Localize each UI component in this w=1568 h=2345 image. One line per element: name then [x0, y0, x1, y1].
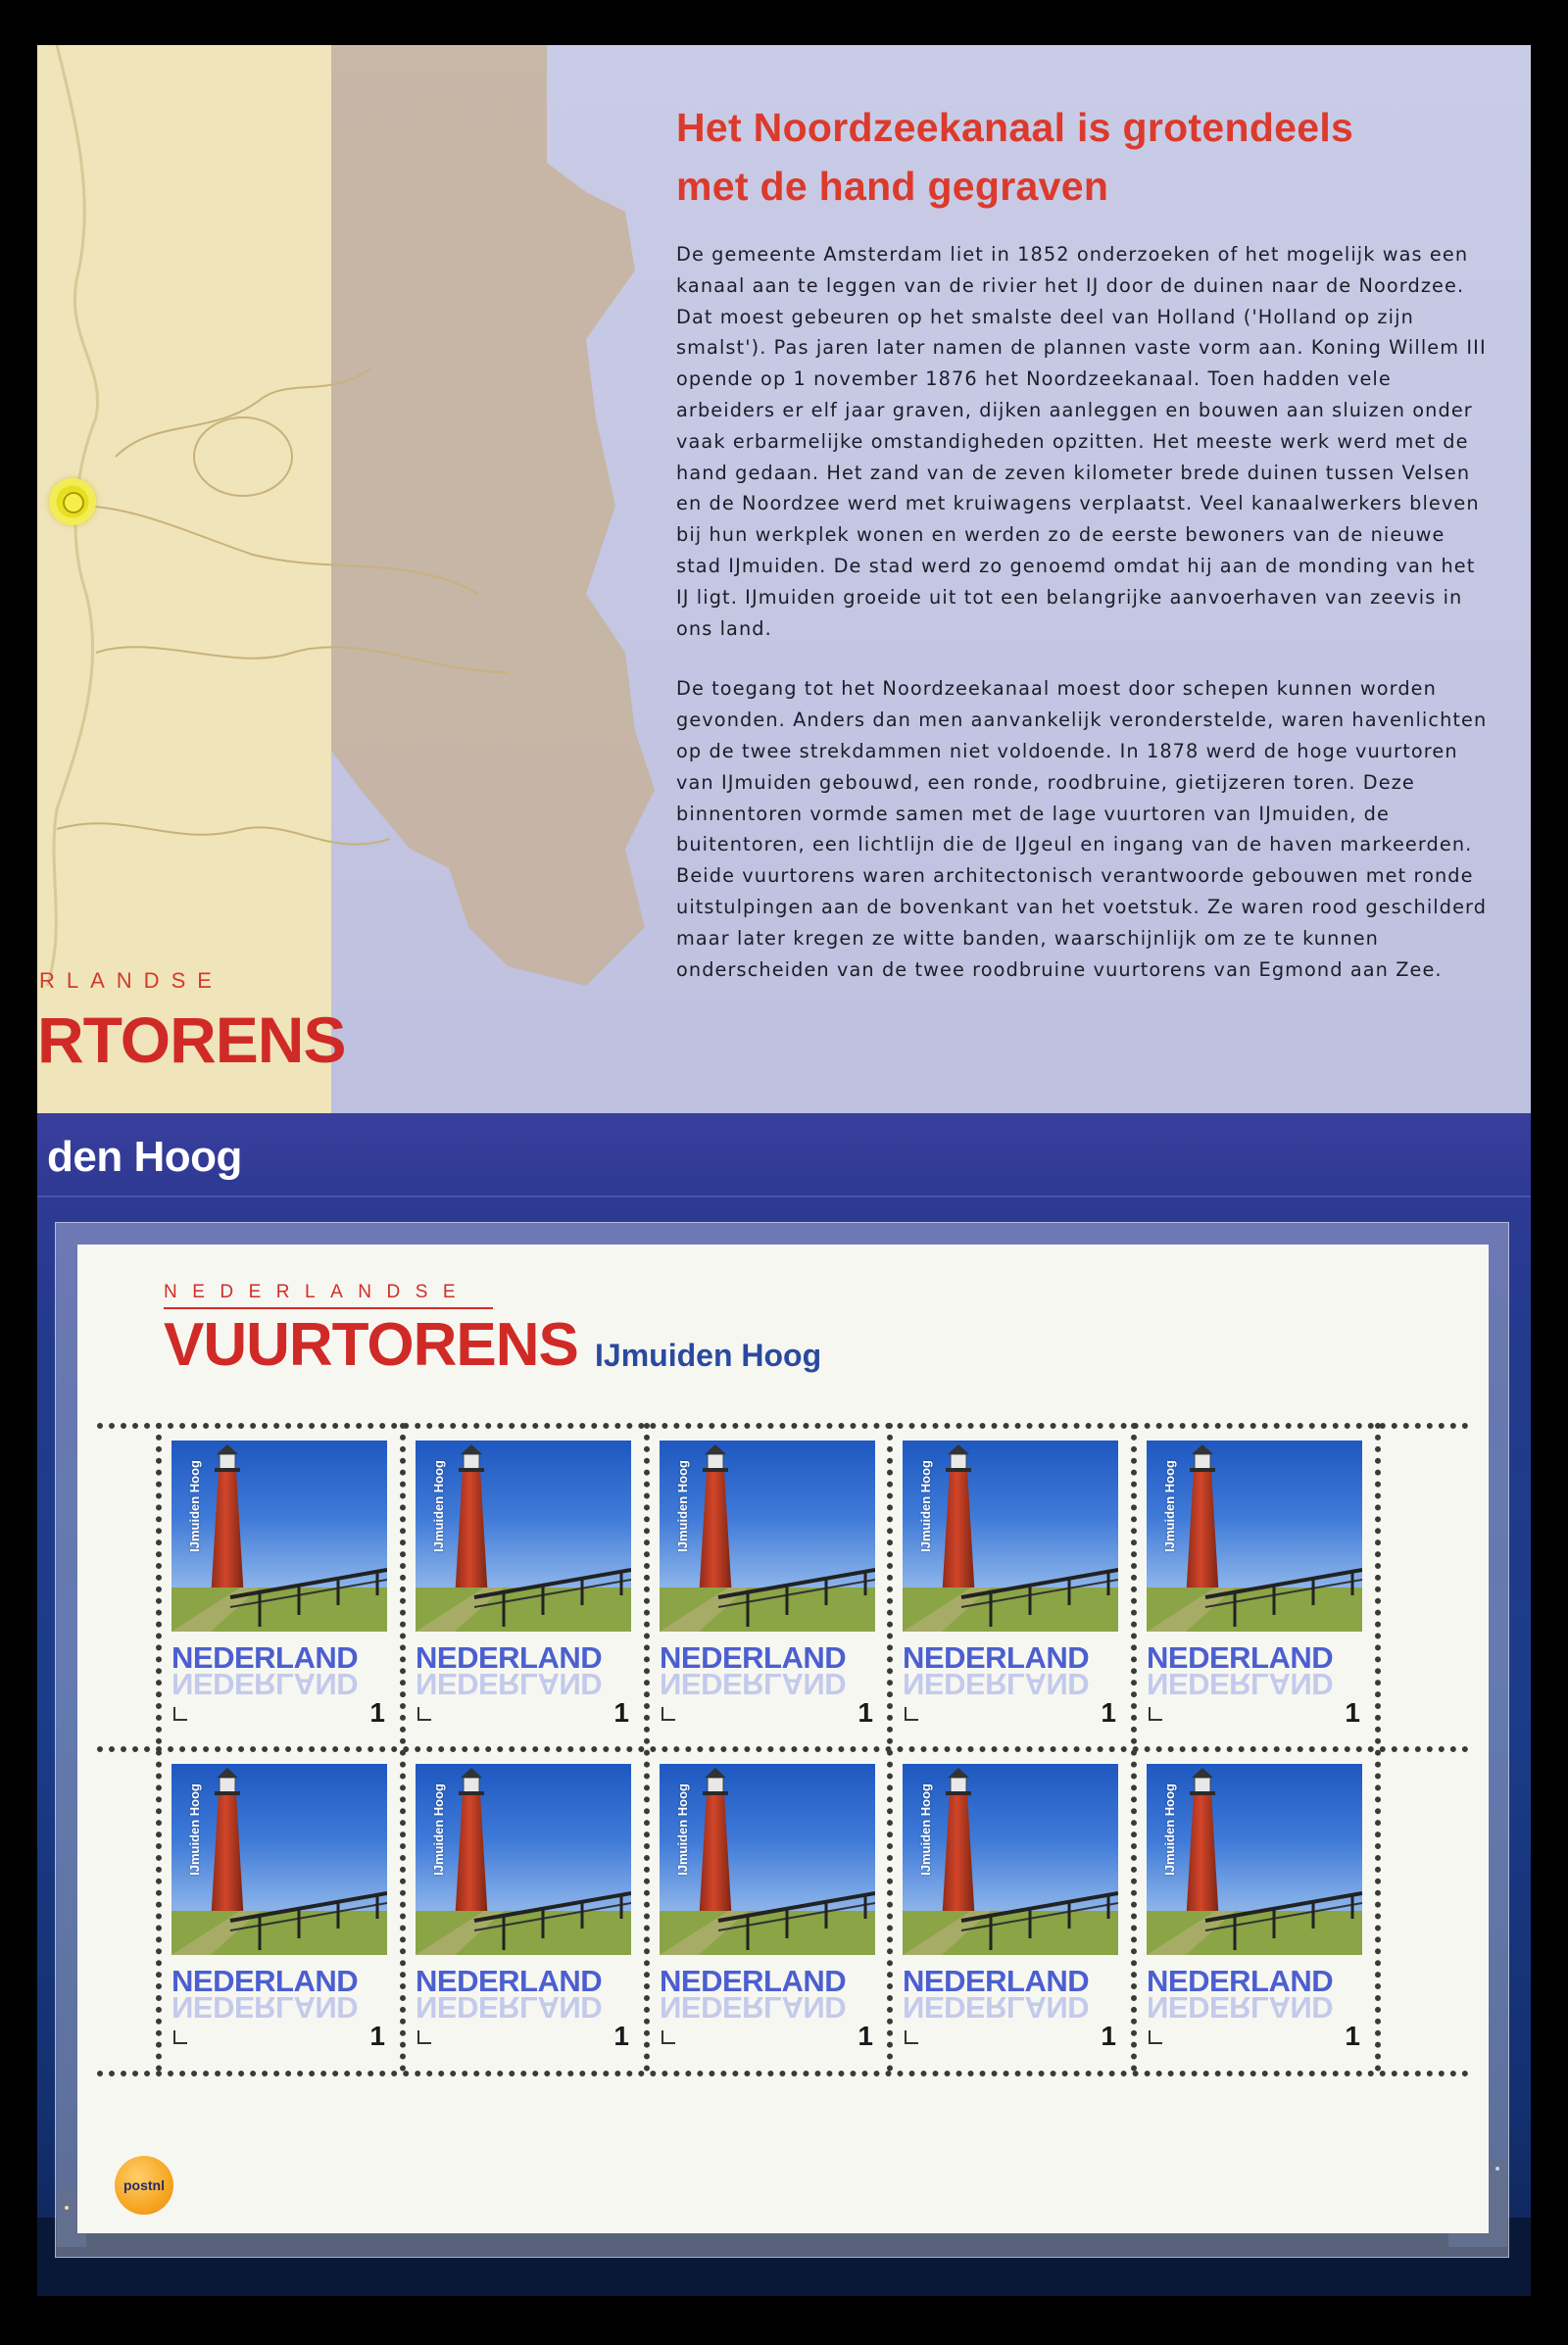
stamp-country-mirror: NEDERLAND [172, 1667, 359, 1701]
lighthouse-icon [172, 1764, 387, 1955]
stamp-country: NEDERLAND [416, 1640, 603, 1675]
heading-line-2: met de hand gegraven [676, 164, 1109, 209]
location-marker-icon [49, 478, 96, 525]
stamp-value: 1 [1345, 1697, 1360, 1728]
stamp-photo [172, 1764, 387, 1955]
stamp-label: IJmuiden Hoog [1162, 1783, 1177, 1876]
stamp [648, 1427, 887, 1731]
stamp-country-mirror: NEDERLAND [416, 1667, 603, 1701]
stamp-label: IJmuiden Hoog [918, 1460, 933, 1552]
postnl-logo-icon: postnl [115, 2156, 173, 2215]
stamp-label: IJmuiden Hoog [918, 1783, 933, 1876]
stamp-country-mirror: NEDERLAND [903, 1667, 1090, 1701]
lighthouse-icon [1147, 1764, 1362, 1955]
sheet-logo-small: NEDERLANDSE [164, 1282, 471, 1302]
stamp-country: NEDERLAND [1147, 1640, 1334, 1675]
stamp-label: IJmuiden Hoog [675, 1460, 690, 1552]
stamp-country: NEDERLAND [903, 1964, 1090, 1998]
stamp-value: 1 [1101, 2021, 1116, 2051]
stamp-country-mirror: NEDERLAND [660, 1990, 847, 2025]
lighthouse-icon [1147, 1441, 1362, 1632]
lighthouse-icon [660, 1441, 875, 1632]
stamp-photo [660, 1441, 875, 1632]
stamp-corner-mark [662, 2030, 675, 2044]
stamp-country: NEDERLAND [416, 1964, 603, 1998]
stamp-country-mirror: NEDERLAND [172, 1990, 359, 2025]
stamp-country-mirror: NEDERLAND [1147, 1990, 1334, 2025]
stamp-value: 1 [858, 1697, 873, 1728]
stamp-label: IJmuiden Hoog [431, 1783, 446, 1876]
stamp-country: NEDERLAND [660, 1640, 847, 1675]
map-netherlands [37, 45, 346, 1113]
stamp [891, 1427, 1130, 1731]
band-title: den Hoog [47, 1133, 242, 1181]
stamp-photo [172, 1441, 387, 1632]
band-divider [37, 1196, 1531, 1197]
stamp-sheet [77, 1245, 1489, 2233]
stamp-label: IJmuiden Hoog [187, 1460, 202, 1552]
panel-logo-big: RTORENS [37, 1003, 346, 1076]
stamp-country: NEDERLAND [172, 1640, 359, 1675]
stamp-photo [660, 1764, 875, 1955]
stamp-photo [416, 1764, 631, 1955]
stamp-country-mirror: NEDERLAND [660, 1667, 847, 1701]
stamp-corner-mark [1149, 1707, 1162, 1721]
stamp-country: NEDERLAND [1147, 1964, 1334, 1998]
stamp [404, 1427, 643, 1731]
stamp-value: 1 [613, 2021, 629, 2051]
sheet-logo-big: VUURTORENS [164, 1311, 578, 1379]
stamp-label: IJmuiden Hoog [675, 1783, 690, 1876]
stamp-photo [1147, 1441, 1362, 1632]
stamp [648, 1750, 887, 2054]
stamp-country: NEDERLAND [903, 1640, 1090, 1675]
panel-logo-small: RLANDSE [39, 968, 223, 993]
perforation-col-5 [1375, 1423, 1381, 2072]
article-paragraph-1: De gemeente Amsterdam liet in 1852 onderzoeken of het mogelijk was een kanaal aan te leggen van de rivier het IJ door de duinen naar de Noordzee. Dat moest gebeuren op het smalste deel van Holland ('Holland op zijn smalst'). Pas jaren later namen de plannen vaste vorm aan. Koning Willem III opende op 1 november 1876 het Noordzeekanaal. Toen hadden vele arbeiders er elf jaar graven, dijken aanleggen en bouwen aan sluizen onder vaak erbarmelijke omstandigheden opzitten. Het meeste werk werd met de hand gedaan. Het zand van de zeven kilometer brede duinen tussen Velsen en de Noordzee werd met kruiwagens verplaatst. Veel kanaalwerkers bleven bij hun werkplek wonen en werden zo de eerste bewoners van de nieuwe stad IJmuiden. De stad werd zo genoemd omdat hij aan de monding van het IJ ligt. IJmuiden groeide uit tot een belangrijke aanvoerhaven van zeevis in ons land. [676, 243, 1487, 640]
article-paragraph-2: De toegang tot het Noordzeekanaal moest door schepen kunnen worden gevonden. Anders dan men aanvankelijk veronderstelde, waren havenlichten op de twee strekdammen niet voldoende. In 1878 werd de hoge vuurtoren van IJmuiden gebouwd, een ronde, roodbruine, gietijzeren toren. Deze binnentoren vormde samen met de lage vuurtoren van IJmuiden, de buitentoren, een lichtlijn die de IJgeul en ingang van de haven markeerden. Beide vuurtorens waren architectonisch verantwoorde gebouwen met ronde uitstulpingen aan de bovenkant van het voetstuk. Ze waren rood geschilderd maar later kregen ze witte banden, waarschijnlijk om ze te kunnen onderscheiden van de twee roodbruine vuurtorens van Egmond aan Zee. [676, 677, 1488, 981]
lighthouse-icon [416, 1441, 631, 1632]
stamp-label: IJmuiden Hoog [1162, 1460, 1177, 1552]
stamp [404, 1750, 643, 2054]
stamp-label: IJmuiden Hoog [187, 1783, 202, 1876]
stamp [160, 1750, 399, 2054]
stamp-value: 1 [369, 1697, 385, 1728]
stamp-value: 1 [369, 2021, 385, 2051]
stamp-corner-mark [905, 2030, 918, 2044]
info-panel [37, 45, 1531, 1113]
stamp-country-mirror: NEDERLAND [903, 1990, 1090, 2025]
stamp-corner-mark [905, 1707, 918, 1721]
stamp-photo [903, 1764, 1118, 1955]
map-outline [37, 45, 684, 1113]
stamp-corner-mark [417, 2030, 431, 2044]
lighthouse-icon [903, 1441, 1118, 1632]
perforation-bottom [97, 2071, 1469, 2076]
stamp-corner-mark [1149, 2030, 1162, 2044]
stamp-value: 1 [1345, 2021, 1360, 2051]
sheet-subtitle: IJmuiden Hoog [595, 1338, 822, 1373]
heading-line-1: Het Noordzeekanaal is grotendeels [676, 105, 1354, 150]
stamp-country: NEDERLAND [172, 1964, 359, 1998]
stamp-country-mirror: NEDERLAND [416, 1990, 603, 2025]
stamp-value: 1 [613, 1697, 629, 1728]
stamp-photo [903, 1441, 1118, 1632]
lighthouse-icon [660, 1764, 875, 1955]
lighthouse-icon [172, 1441, 387, 1632]
stamp [1135, 1750, 1374, 2054]
article-heading [676, 98, 1499, 216]
stamp-value: 1 [858, 2021, 873, 2051]
lighthouse-icon [416, 1764, 631, 1955]
article [676, 98, 1499, 985]
stamp-corner-mark [173, 2030, 187, 2044]
sheet-logo [164, 1282, 822, 1379]
stamp-country: NEDERLAND [660, 1964, 847, 1998]
stamp-corner-mark [173, 1707, 187, 1721]
stamp-value: 1 [1101, 1697, 1116, 1728]
stamp-photo [1147, 1764, 1362, 1955]
stamp-country-mirror: NEDERLAND [1147, 1667, 1334, 1701]
stamp-corner-mark [662, 1707, 675, 1721]
stamp-label: IJmuiden Hoog [431, 1460, 446, 1552]
stamp [160, 1427, 399, 1731]
stamp [1135, 1427, 1374, 1731]
stamp [891, 1750, 1130, 2054]
panel-logo [37, 968, 346, 1076]
stamp-mount [55, 1222, 1509, 2258]
stamp-photo [416, 1441, 631, 1632]
stamp-corner-mark [417, 1707, 431, 1721]
lighthouse-icon [903, 1764, 1118, 1955]
